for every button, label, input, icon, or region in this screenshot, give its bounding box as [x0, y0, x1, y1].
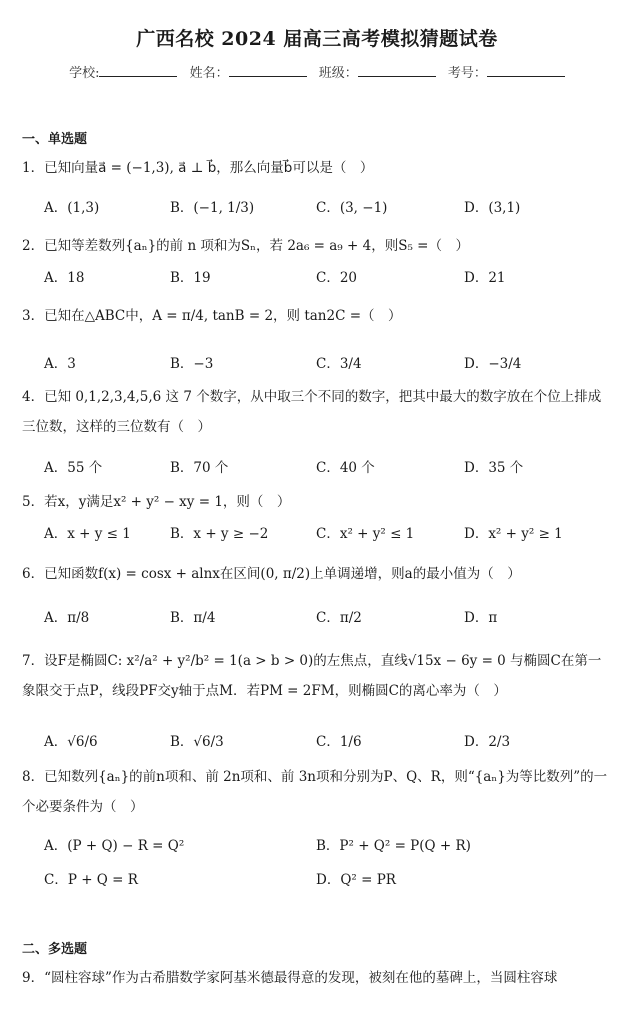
class-label: 班级：	[318, 66, 358, 81]
question-5-option-c: C．x² + y² ≤ 1	[316, 526, 415, 542]
question-7-stem: 7．设F是椭圆C: x²/a² + y²/b² = 1(a > b > 0)的左焦点，直线√15x − 6y = 0 与椭圆C在第一象限交于点P，线段PF交y轴于点M．若PM = 2FM，则椭圆C的离心率为（ ）	[22, 653, 602, 699]
name-label: 姓名：	[189, 66, 229, 81]
exam-number-blank	[487, 64, 565, 77]
question-3-option-d: D．−3/4	[464, 356, 522, 372]
section-heading-single-choice: 一、单选题	[22, 132, 88, 147]
question-4-option-c: C．40 个	[316, 460, 375, 476]
question-2-option-c: C．20	[316, 270, 358, 286]
question-7-option-b: B．√6/3	[170, 734, 224, 750]
question-6-stem: 6．已知函数f(x) = cosx + alnx在区间(0, π/2)上单调递增，则a的最小值为（ ）	[22, 566, 521, 582]
section-heading-multi-choice: 二、多选题	[22, 942, 88, 957]
student-info-row	[0, 62, 634, 81]
question-8-stem: 8．已知数列{aₙ}的前n项和、前 2n项和、前 3n项和分别为P、Q、R，则“{aₙ}为等比数列”的一个必要条件为（ ）	[22, 769, 608, 815]
question-4-option-b: B．70 个	[170, 460, 229, 476]
question-6-option-a: A．π/8	[44, 610, 90, 626]
question-4-option-a: A．55 个	[44, 460, 103, 476]
question-1-option-d: D．(3,1)	[464, 200, 521, 216]
question-3-option-a: A．3	[44, 356, 76, 372]
question-8-option-c: C．P + Q = R	[44, 872, 138, 888]
question-5-stem: 5．若x，y满足x² + y² − xy = 1，则（ ）	[22, 494, 291, 510]
question-6-option-c: C．π/2	[316, 610, 362, 626]
question-1-option-a: A．(1,3)	[44, 200, 100, 216]
question-5-option-d: D．x² + y² ≥ 1	[464, 526, 563, 542]
question-1-option-b: B．(−1, 1/3)	[170, 200, 255, 216]
name-blank	[229, 64, 307, 77]
question-8-option-a: A．(P + Q) − R = Q²	[44, 838, 185, 854]
question-5-option-a: A．x + y ≤ 1	[44, 526, 131, 542]
question-6-option-d: D．π	[464, 610, 498, 626]
question-7-option-a: A．√6/6	[44, 734, 98, 750]
question-6-option-b: B．π/4	[170, 610, 216, 626]
question-4-option-d: D．35 个	[464, 460, 524, 476]
question-2-option-d: D．21	[464, 270, 506, 286]
school-label: 学校:	[69, 66, 100, 81]
question-3-option-b: B．−3	[170, 356, 214, 372]
question-1-option-c: C．(3, −1)	[316, 200, 388, 216]
question-5-option-b: B．x + y ≥ −2	[170, 526, 269, 542]
question-8-option-b: B．P² + Q² = P(Q + R)	[316, 838, 471, 854]
exam-title: 广西名校 2024 届高三高考模拟猜题试卷	[136, 28, 498, 50]
question-2-option-b: B．19	[170, 270, 211, 286]
question-1-stem: 1．已知向量a⃗ = (−1,3), a⃗ ⊥ b⃗，那么向量b⃗可以是（ ）	[22, 160, 374, 176]
question-2-stem: 2．已知等差数列{aₙ}的前 n 项和为Sₙ，若 2a₆ = a₉ + 4，则S₅ =（ ）	[22, 238, 469, 254]
exam-number-label: 考号：	[447, 66, 487, 81]
school-blank	[99, 64, 177, 77]
question-7-option-d: D．2/3	[464, 734, 511, 750]
question-3-option-c: C．3/4	[316, 356, 362, 372]
question-4-stem: 4．已知 0,1,2,3,4,5,6 这 7 个数字，从中取三个不同的数字，把其中最大的数字放在个位上排成三位数，这样的三位数有（ ）	[22, 389, 602, 435]
question-2-option-a: A．18	[44, 270, 85, 286]
question-3-stem: 3．已知在△ABC中，A = π/4, tanB = 2，则 tan2C =（ ）	[22, 308, 402, 324]
class-blank	[358, 64, 436, 77]
question-9-stem: 9．“圆柱容球”作为古希腊数学家阿基米德最得意的发现，被刻在他的墓碑上，当圆柱容球	[22, 970, 558, 986]
question-8-option-d: D．Q² = PR	[316, 872, 396, 888]
question-7-option-c: C．1/6	[316, 734, 362, 750]
